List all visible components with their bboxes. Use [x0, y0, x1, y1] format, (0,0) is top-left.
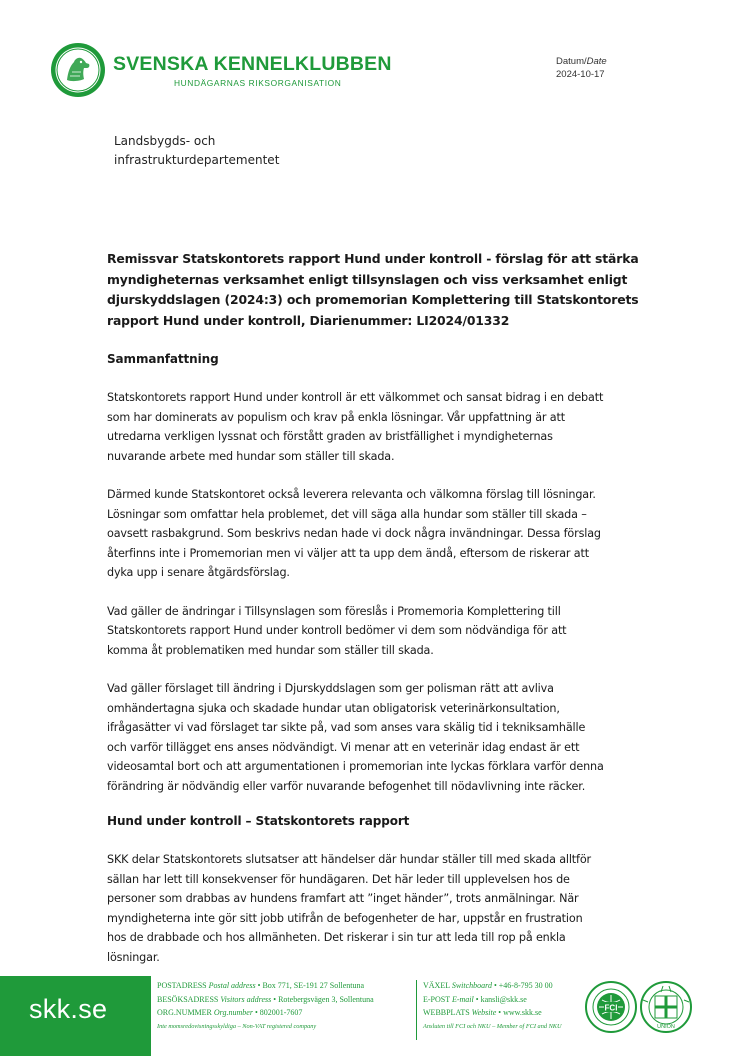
postal-value: Box 771, SE-191 27 Sollentuna	[262, 981, 365, 990]
visitors-label: BESÖKSADRESS	[157, 994, 219, 1004]
paragraph	[107, 850, 657, 967]
document-title	[107, 249, 657, 331]
footer-vat-note: Inte momsredovisningsskyldiga – Non-VAT registered company	[157, 1022, 317, 1030]
paragraph-line: hos de drabbade och hos allmänheten. Det riskerar i sin tur att leda till rop på enkla	[107, 931, 566, 945]
date-label-en: Date	[586, 56, 607, 67]
footer-brand-block	[0, 976, 151, 1056]
nku-badge-icon	[639, 980, 693, 1039]
kennel-club-seal-icon	[50, 42, 106, 98]
letter-body	[107, 249, 657, 967]
postal-label-en: Postal address	[208, 981, 256, 990]
paragraph-line: komma åt problematiken med hundar som ställer till skada.	[107, 643, 434, 657]
footer-visitors: BESÖKSADRESS Visitors address • Rotebergsvägen 3, Sollentuna	[157, 994, 374, 1004]
paragraph	[107, 602, 657, 661]
paragraph-line: myndigheterna inte gör sitt jobb utifrån de befogenheter de har, uppstår en frustration	[107, 911, 583, 925]
paragraph-line: utredarna verkligen lyssnat och förstått graden av bristfällighet i myndigheternas	[107, 430, 553, 444]
paragraph-line: personer som drabbas av hundens framfart att ”inget händer”, trots anmälningar. När	[107, 892, 579, 906]
paragraph-line: som har dominerats av populism och krav på enkla lösningar. Vår uppfattning är att	[107, 410, 565, 424]
paragraph-line: nuvarande arbete med hundar som ställer till skada.	[107, 449, 395, 463]
title-line: rapport Hund under kontroll, Diarienummer: LI2024/01332	[107, 312, 510, 328]
switch-label: VÄXEL	[423, 981, 450, 990]
title-line: Remissvar Statskontorets rapport Hund under kontroll - förslag för att stärka	[107, 251, 639, 266]
footer-site-link[interactable]: skk.se	[29, 994, 108, 1024]
date-block	[556, 55, 607, 81]
email-label: E-POST	[423, 994, 450, 1004]
nku-badge-text: UNION	[657, 1024, 675, 1030]
paragraph-line: dyka upp i senare åtgärdsförslag.	[107, 566, 290, 580]
fci-badge-icon	[585, 981, 637, 1038]
paragraph-line: sällan har lett till konsekvenser för hundägaren. Det här leder till upplevelsen hos de	[107, 872, 570, 886]
visitors-value: Rotebergsvägen 3, Sollentuna	[278, 994, 374, 1004]
paragraph-line: och varför tillägget ens anses nödvändigt. Vi menar att en veterinär idag endast är ett	[107, 740, 580, 754]
organization-subtitle: HUNDÄGARNAS RIKSORGANISATION	[174, 78, 342, 88]
paragraph-line: lösningar.	[107, 950, 160, 964]
organization-name: SVENSKA KENNELKLUBBEN	[113, 53, 392, 75]
org-label: ORG.NUMMER	[157, 1008, 212, 1017]
web-label: WEBBPLATS	[423, 1008, 470, 1017]
footer-email: E-POST E-mail • kansli@skk.se	[423, 994, 527, 1004]
recipient-line: infrastrukturdepartementet	[114, 153, 280, 167]
paragraph-line: Vad gäller förslaget till ändring i Djurskyddslagen som ger polisman rätt att avliva	[107, 682, 554, 696]
page-footer	[0, 976, 746, 1056]
switch-label-en: Switchboard	[451, 981, 492, 990]
footer-switchboard: VÄXEL Switchboard • +46-8-795 30 00	[423, 981, 553, 990]
paragraph	[107, 679, 657, 796]
org-label-en: Org.number	[213, 1008, 253, 1017]
visitors-label-en: Visitors address	[220, 994, 272, 1004]
email-link[interactable]: kansli@skk.se	[480, 994, 527, 1004]
paragraph-line: förändring är nödvändig eller varför nuvarande befogenhet till nödavlivning inte räcker.	[107, 779, 586, 793]
paragraph	[107, 485, 657, 583]
footer-address-column	[157, 979, 374, 1033]
footer-divider	[416, 980, 417, 1040]
paragraph-line: omhändertagna sjuka och skadade hundar utan obligatorisk veterinärkonsultation,	[107, 701, 560, 715]
paragraph-line: Lösningar som omfattar hela problemet, det vill säga alla hundar som ställer till skada –	[107, 507, 587, 521]
title-line: djurskyddslagen (2024:3) och promemorian Komplettering till Statskontorets	[107, 292, 639, 308]
paragraph-line: oavsett rasbakgrund. Som beskrivs nedan hade vi dock några invändningar. Dessa förslag	[107, 527, 601, 541]
web-label-en: Website	[471, 1008, 497, 1017]
date-value: 2024-10-17	[556, 69, 605, 80]
fci-badge-text: FCI	[604, 1003, 618, 1013]
paragraph-line: Därmed kunde Statskontoret också leverera relevanta och välkomna förslag till lösningar.	[107, 488, 596, 502]
switch-value: +46-8-795 30 00	[498, 981, 553, 990]
org-value: 802001-7607	[259, 1008, 303, 1017]
footer-website: WEBBPLATS Website • www.skk.se	[423, 1008, 542, 1017]
website-link[interactable]: www.skk.se	[503, 1008, 542, 1017]
section-heading-report: Hund under kontroll – Statskontorets rapport	[107, 814, 410, 829]
paragraph-line: Statskontorets rapport Hund under kontroll är ett välkommet och sansat bidrag i en debatt	[107, 391, 604, 405]
paragraph-line: Statskontorets rapport Hund under kontroll bedömer vi dem som nödvändiga för att	[107, 624, 567, 638]
paragraph-line: SKK delar Statskontorets slutsatser att händelser där hundar ställer till med skada alltför	[107, 853, 591, 867]
recipient-address	[114, 132, 414, 170]
footer-orgnumber: ORG.NUMMER Org.number • 802001-7607	[157, 1008, 303, 1017]
footer-member-note: Ansluten till FCI och NKU – Member of FCI and NKU	[423, 1022, 562, 1030]
section-heading-summary: Sammanfattning	[107, 352, 219, 367]
footer-contact-column	[423, 979, 562, 1033]
email-label-en: E-mail	[451, 994, 474, 1004]
recipient-line: Landsbygds- och	[114, 134, 216, 148]
paragraph-line: Vad gäller de ändringar i Tillsynslagen som föreslås i Promemoria Komplettering till	[107, 604, 561, 618]
footer-postal: POSTADRESS Postal address • Box 771, SE-191 27 Sollentuna	[157, 981, 365, 990]
title-line: myndigheternas verksamhet enligt tillsynslagen och viss verksamhet enligt	[107, 271, 628, 287]
paragraph-line: ifrågasätter vi vad förslaget tar sikte på, vad som anses vara skälig tid i tekniksamhälle	[107, 721, 586, 735]
paragraph	[107, 388, 657, 466]
date-label	[556, 55, 607, 68]
paragraph-line: videosamtal bort och att argumentationen i promemorian inte lyckas förklara varför denna	[107, 760, 604, 774]
postal-label: POSTADRESS	[157, 981, 207, 990]
date-label-sv: Datum/	[556, 56, 587, 67]
paragraph-line: återfinns inte i Promemorian men vi väljer att ta upp dem ändå, eftersom de riskerar att	[107, 546, 589, 560]
